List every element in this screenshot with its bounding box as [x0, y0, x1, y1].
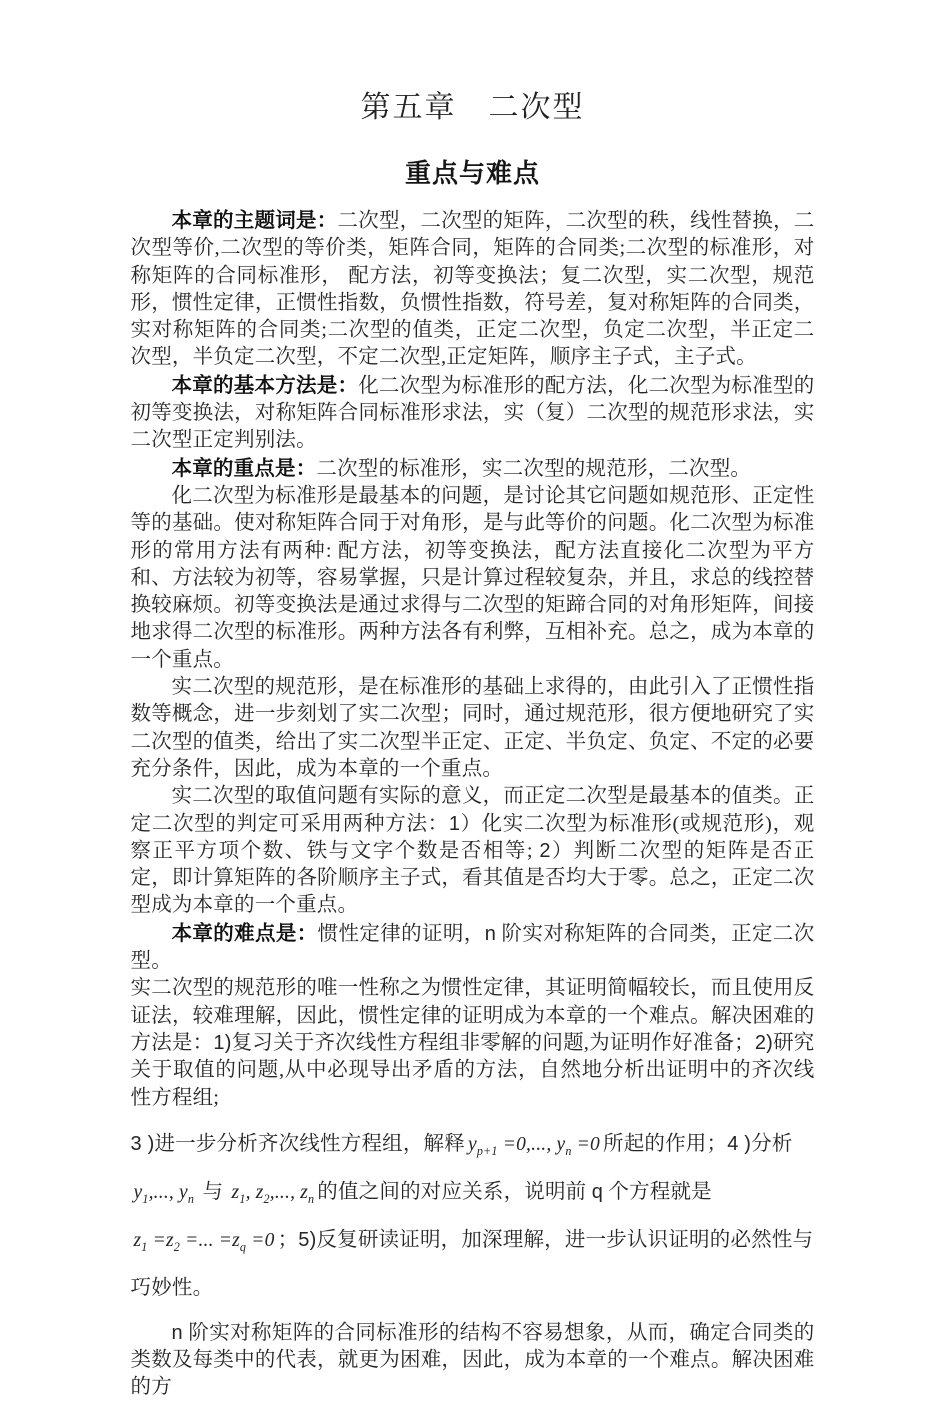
page-content	[131, 0, 815, 1402]
paragraph: 实二次型的规范形，是在标准形的基础上求得的，由此引入了正惯性指数等概念，进一步刻划了实二次型；同时，通过规范形，很方便地研究了实二次型的值类，给出了实二次型半正定、正定、半负定、负定、不定的必要充分条件，因此，成为本章的一个重点。	[130, 676, 815, 780]
paragraph-lead-bold: 本章的重点是：	[171, 456, 317, 480]
paragraph-lead-bold: 本章的基本方法是：	[171, 373, 359, 397]
paragraph: 本章的基本方法是：化二次型为标准形的配方法，化二次型为标准型的初等变换法，对称矩阵合同标准形求法，实（复）二次型的规范形求法，实二次型正定判别法。	[130, 373, 815, 452]
paragraph: $z_1 =z_2$ =... $=z_q =0$ ；5)反复研读证明，加深理解，进一步认识证明的必然性与	[131, 1225, 815, 1256]
latin-text: 2)	[754, 1031, 774, 1054]
latin-text: n	[171, 1321, 183, 1344]
chapter-title: 第五章 二次型	[360, 91, 585, 124]
latin-text: q	[591, 1180, 604, 1203]
latin-text: n	[484, 922, 497, 945]
paragraph: n 阶实对称矩阵的合同标准形的结构不容易想象，从而，确定合同类的类数及每类中的代表，就更为困难，因此，成为本章的一个难点。解决困难的方	[130, 1321, 815, 1399]
paragraph-lead-bold: 本章的难点是：	[171, 921, 318, 945]
paragraph: 3 )进一步分析齐次线性方程组，解释 $y_{p+1} =0$,..., $y_n =0$ 所起的作用；4 )分析	[130, 1132, 793, 1158]
paragraph-lead-bold: 本章的主题词是：	[171, 209, 338, 232]
latin-text: 4 )	[727, 1132, 752, 1155]
math-formula: $y_{p+1} =0$,..., $y_n =0$	[467, 1133, 600, 1158]
latin-text: 3 )	[130, 1132, 155, 1155]
paragraph: 本章的主题词是：二次型，二次型的矩阵，二次型的秩，线性替换，二次型等价,二次型的等价类，矩阵合同，矩阵的合同类;二次型的标准形，对称矩阵的合同标准形， 配方法，初等变换法；复二次型，实二次型，规范形，惯性定律，正惯性指数，负惯性指数，符号差，复对称矩阵的合同类，实对称矩阵的合同类;二次型的值类，正定二次型，负定二次型，半正定二次型，半负定二次型，不定二次型,正定矩阵，顺序主子式，主子式。	[130, 209, 815, 369]
latin-text: 1)	[213, 1031, 232, 1054]
latin-text: 5)	[298, 1228, 317, 1251]
paragraph: 本章的重点是：二次型的标准形，实二次型的规范形，二次型。	[171, 456, 752, 480]
math-formula: $z_1$, $z_2$,..., $z_n$	[231, 1181, 315, 1206]
paragraph: 巧妙性。	[130, 1276, 214, 1299]
paragraph: 化二次型为标准形是最基本的问题，是讨论其它问题如规范形、正定性等的基础。使对称矩阵合同于对角形，是与此等价的问题。化二次型为标准形的常用方法有两种: 配方法，初等变换法，配方法直接化二次型为平方和、方法较为初等，容易掌握，只是计算过程较复杂，并且，求总的线控替换较麻烦。初等变换法是通过求得与二次型的矩蹄合同的对角形矩阵，间接地求得二次型的标准形。两种方法各有利弊，互相补充。总之，成为本章的一个重点。	[130, 484, 815, 671]
paragraph: 本章的难点是：惯性定律的证明，n 阶实对称矩阵的合同类，正定二次型。	[130, 921, 815, 973]
math-formula: $y_1$,..., $y_n$	[133, 1181, 195, 1206]
paragraph: 实二次型的取值问题有实际的意义，而正定二次型是最基本的值类。正定二次型的判定可采用两种方法：1）化实二次型为标准形(或规范形)，观察正平方项个数、铁与文字个数是否相等; 2）判断二次型的矩阵是否正定，即计算矩阵的各阶顺序主子式，看其值是否均大于零。总之，正定二次型成为本章的一个重点。	[130, 785, 815, 917]
math-formula: $z_1 =z_2$ =... $=z_q =0$	[133, 1229, 275, 1254]
latin-text: 2）	[539, 839, 574, 862]
paragraph: 实二次型的规范形的唯一性称之为惯性定律，其证明简幅较长，而且使用反证法，较难理解，因此，惯性定律的证明成为本章的一个难点。解决困难的方法是：1)复习关于齐次线性方程组非零解的问题,为证明作好准备；2)研究关于取值的问题,从中必现导出矛盾的方法，自然地分析出证明中的齐次线性方程组;	[130, 977, 815, 1109]
latin-text: 1）	[448, 812, 482, 835]
document-body	[131, 207, 815, 1402]
paragraph: $y_1$,..., $y_n$ 与 $z_1$, $z_2$,..., $z_n$ 的值之间的对应关系，说明前 q 个方程就是	[131, 1177, 815, 1208]
section-subtitle: 重点与难点	[404, 158, 540, 188]
